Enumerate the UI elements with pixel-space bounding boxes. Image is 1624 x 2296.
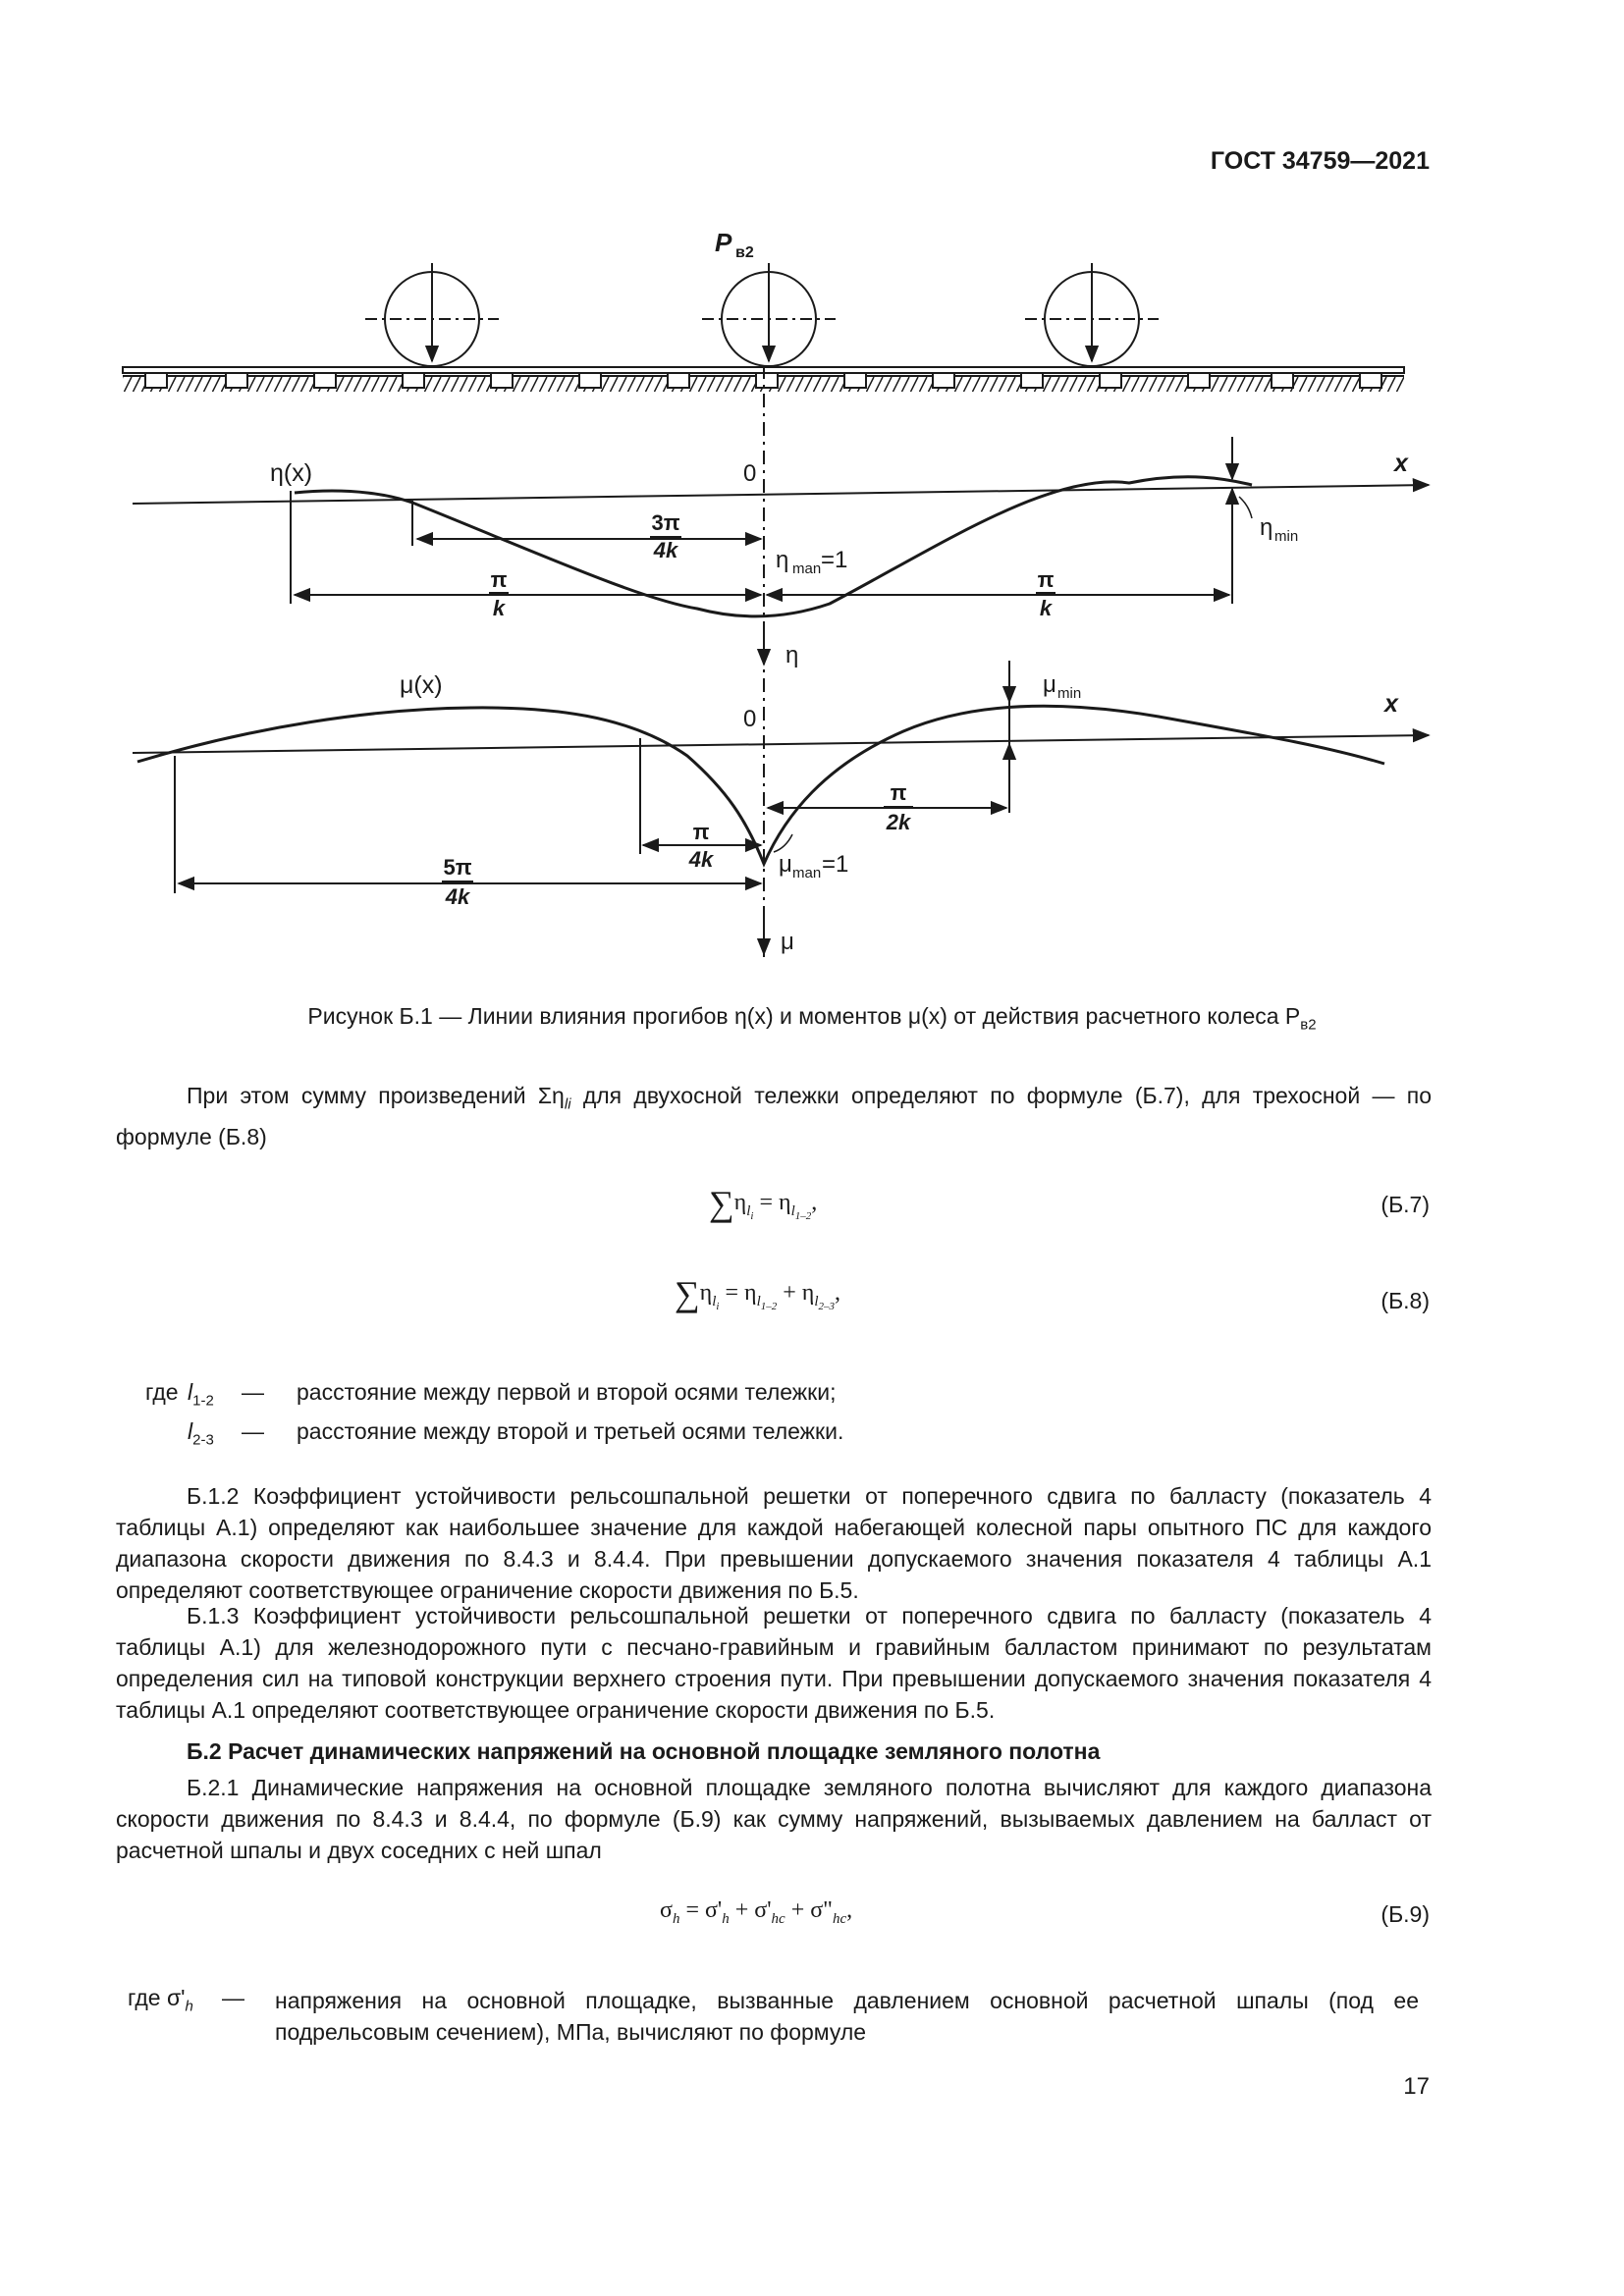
dim-pi-2k [884,780,913,834]
svg-text:min: min [1057,685,1082,702]
equation-b9-number: (Б.9) [1380,1901,1430,1927]
page-number: 17 [1403,2073,1430,2100]
svg-text:π: π [490,567,508,592]
sleeper [1360,373,1381,388]
where-sym-l23: $l_{2-3}$ [188,1418,214,1449]
svg-text:η: η [1260,514,1273,541]
eta-origin: 0 [743,460,757,487]
where-dash-2: — [242,1418,264,1444]
where-sym-l12: $l_{1-2}$ [188,1379,214,1410]
where-lead-1: где [145,1379,179,1405]
mu-min-label [1043,671,1081,702]
mu-axis-label: μ [781,929,794,955]
paragraph-b12: Б.1.2 Коэффициент устойчивости рельсошпальной решетки от поперечного сдвига по балласту (показатель 4 таблицы А.1) определяют как наибольшее значение для каждой набегающей колесной пары опытного ПС для каждого диапазона скорости движения по 8.4.3 и 8.4.4. При превышении допускаемого значения показателя 4 таблицы А.1 определяют соответствующее ограничение скорости движения по Б.5. [116,1483,1432,1603]
dim-pi-k-left [489,567,509,620]
mu-curve-label: μ(x) [400,671,443,699]
svg-text:π: π [890,780,907,805]
equation-b8-number: (Б.8) [1380,1288,1430,1313]
wheel [365,263,499,366]
sleeper [668,373,689,388]
sleeper [579,373,601,388]
load-label-sub: в2 [735,244,754,261]
svg-text:=1: =1 [822,851,849,878]
sleeper [1188,373,1210,388]
sleeper [403,373,424,388]
svg-text:k: k [1039,596,1053,620]
figure-caption: Рисунок Б.1 — Линии влияния прогибов η(x) и моментов μ(x) от действия расчетного колеса $P_{в2}$ [307,1003,1317,1034]
eta-min-label [1260,514,1298,545]
svg-text:man: man [792,865,822,881]
svg-text:man: man [792,561,822,577]
equation-b7: $\sum\eta_{l_i} = \eta_{l_{1-2}}$, [709,1184,818,1223]
equation-b7-number: (Б.7) [1380,1192,1430,1217]
equation-b8: $\sum\eta_{l_i} = \eta_{l_{1-2}} + \eta_{l_{2-3}}$, [675,1274,840,1313]
svg-text:4k: 4k [653,538,678,562]
eta-max-label [776,547,847,577]
svg-text:π: π [692,820,710,844]
sleeper [145,373,167,388]
svg-text:μ: μ [1043,671,1056,698]
sleeper [1272,373,1293,388]
svg-text:μ: μ [779,851,792,878]
sleeper [314,373,336,388]
svg-text:π: π [1037,567,1055,592]
svg-text:2k: 2k [886,810,911,834]
eta-x-label: x [1394,450,1408,477]
paragraph-b21: Б.2.1 Динамические напряжения на основной площадке земляного полотна вычисляют для каждого диапазона скорости движения по 8.4.3 и 8.4.4, по формуле (Б.9) как сумму напряжений, вызываемых давлением на балласт от расчетной шпалы и двух соседних с ней шпал [116,1775,1432,1863]
eta-axis-label: η [785,642,799,668]
dim-3pi-4k [650,510,681,562]
mu-x-label: x [1384,690,1398,718]
section-heading-b2: Б.2 Расчет динамических напряжений на основной площадке земляного полотна [187,1738,1101,1764]
svg-text:k: k [492,596,506,620]
sleeper [933,373,954,388]
mu-curve [137,706,1384,864]
svg-text:3π: 3π [651,510,680,535]
svg-text:min: min [1274,528,1299,545]
svg-text:4k: 4k [688,847,714,872]
mu-max-label [779,851,848,881]
sleeper [491,373,513,388]
wheels [365,263,1159,366]
where-text-l23: расстояние между второй и третьей осями тележки. [297,1418,844,1444]
where-lead-2: где $\sigma'_h$ [128,1985,193,2015]
equation-b9: $\sigma_h = \sigma'_h + \sigma'_{hc}$ + $\sigma"_{hc}$, [660,1897,853,1927]
wheel [1025,263,1159,366]
svg-text:4k: 4k [445,884,470,909]
document-header: ГОСТ 34759—2021 [1210,147,1430,175]
load-label: P [715,228,732,257]
svg-text:5π: 5π [443,855,472,880]
intro-paragraph: При этом сумму произведений $\Sigma\eta_{li}$ для двухосной тележки определяют по формуле (Б.7), для трехосной — по формуле (Б.8) [116,1083,1433,1149]
where-text-l12: расстояние между первой и второй осями тележки; [297,1379,837,1405]
sleeper [844,373,866,388]
sleeper [226,373,247,388]
svg-text:=1: =1 [821,547,848,573]
eta-curve-label: η(x) [270,459,313,487]
eta-x-axis [133,485,1429,504]
dim-5pi-4k [442,855,473,909]
where-dash-3: — [222,1985,244,2010]
eta-min-leader [1239,497,1252,518]
paragraph-b13: Б.1.3 Коэффициент устойчивости рельсошпальной решетки от поперечного сдвига по балласту (показатель 4 таблицы А.1) для железнодорожного пути с песчано-гравийным и гравийным балластом принимают по результатам определения сил на типовой конструкции верхнего строения пути. При превышении допускаемого значения показателя 4 таблицы А.1 определяют соответствующее ограничение скорости движения по Б.5. [116,1603,1432,1723]
influence-lines-figure [0,0,1624,982]
sleeper [756,373,778,388]
sleeper [1100,373,1121,388]
where-dash-1: — [242,1379,264,1405]
dim-pi-4k [687,820,715,872]
dim-pi-k-right [1036,567,1056,620]
sleeper [1021,373,1043,388]
where-text-sigma: напряжения на основной площадке, вызванные давлением основной расчетной шпалы (под ее подрельсовым сечением), МПа, вычисляют по формуле [275,1988,1419,2045]
svg-text:η: η [776,547,789,573]
wheel [702,263,836,366]
mu-x-axis [133,735,1429,753]
mu-origin: 0 [743,706,757,732]
